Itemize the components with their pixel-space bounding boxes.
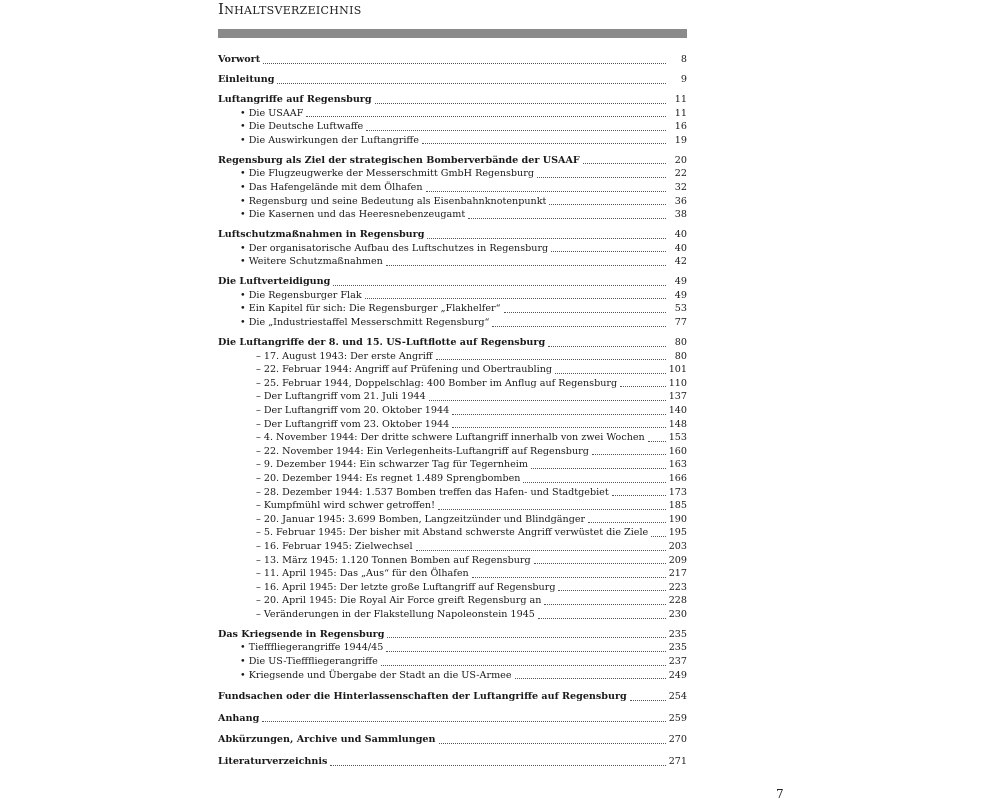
toc-entry-page: 185 bbox=[668, 500, 687, 512]
dot-leader bbox=[523, 481, 665, 483]
toc-entry-page: 9 bbox=[680, 73, 687, 85]
toc-entry-page: 80 bbox=[674, 350, 687, 362]
toc-chapter bbox=[218, 154, 687, 168]
dot-leader bbox=[648, 440, 666, 442]
toc-section bbox=[218, 655, 687, 669]
dot-leader bbox=[262, 720, 665, 722]
toc-entry-page: 49 bbox=[674, 276, 687, 288]
dot-leader bbox=[538, 617, 666, 619]
toc-entry-label: – 4. November 1944: Der dritte schwere Luftangriff innerhalb von zwei Wochen bbox=[256, 432, 645, 444]
toc-entry-page: 32 bbox=[674, 181, 687, 193]
toc-entry-page: 77 bbox=[674, 317, 687, 329]
toc-entry-label: – 20. April 1945: Die Royal Air Force greift Regensburg an bbox=[256, 595, 542, 607]
dot-leader bbox=[558, 589, 665, 591]
dot-leader bbox=[333, 284, 666, 286]
toc-entry-page: 16 bbox=[674, 121, 687, 133]
toc-entry-page: 49 bbox=[674, 289, 687, 301]
toc-entry-label: • Ein Kapitel für sich: Die Regensburger „Flakhelfer“ bbox=[240, 303, 501, 315]
toc-entry-page: 40 bbox=[674, 229, 687, 241]
page-number: 7 bbox=[776, 787, 784, 801]
toc-chapter bbox=[218, 712, 687, 726]
toc-section bbox=[218, 255, 687, 269]
toc-entry-label: – 22. November 1944: Ein Verlegenheits-Luftangriff auf Regensburg bbox=[256, 445, 589, 457]
toc-chapter bbox=[218, 336, 687, 350]
toc-section bbox=[218, 641, 687, 655]
toc-entry-page: 36 bbox=[674, 195, 687, 207]
dot-leader bbox=[427, 237, 666, 239]
dot-leader bbox=[263, 62, 666, 64]
toc-entry-label: • Die USAAF bbox=[240, 107, 304, 119]
toc-chapter bbox=[218, 275, 687, 289]
toc-entry-page: 153 bbox=[668, 432, 687, 444]
toc-entry-page: 160 bbox=[668, 445, 687, 457]
toc-entry-page: 228 bbox=[668, 595, 687, 607]
toc-entry-page: 11 bbox=[674, 93, 687, 105]
toc-section bbox=[218, 499, 687, 513]
toc-entry-label: Literaturverzeichnis bbox=[218, 756, 328, 768]
dot-leader bbox=[452, 413, 665, 415]
dot-leader bbox=[544, 603, 665, 605]
toc-entry-label: – 22. Februar 1944: Angriff auf Prüfening und Obertraubling bbox=[256, 364, 553, 376]
toc-chapter bbox=[218, 53, 687, 67]
toc-chapter bbox=[218, 733, 687, 747]
toc-entry-label: • Der organisatorische Aufbau des Luftschutzes in Regensburg bbox=[240, 242, 549, 254]
toc-entry-label: Luftschutzmaßnahmen in Regensburg bbox=[218, 229, 425, 241]
dot-leader bbox=[515, 677, 666, 679]
toc-entry-page: 166 bbox=[668, 472, 687, 484]
toc-entry-page: 195 bbox=[668, 527, 687, 539]
dot-leader bbox=[438, 508, 666, 510]
dot-leader bbox=[630, 699, 666, 701]
toc-entry-page: 42 bbox=[674, 256, 687, 268]
toc-entry-label: • Die Kasernen und das Heeresnebenzeugamt bbox=[240, 209, 466, 221]
toc-entry-page: 235 bbox=[668, 628, 687, 640]
page-title: Inhaltsverzeichnis bbox=[218, 0, 362, 18]
toc-entry-label: – 11. April 1945: Das „Aus“ für den Ölhafen bbox=[256, 568, 469, 580]
toc-section bbox=[218, 418, 687, 432]
dot-leader bbox=[548, 345, 666, 347]
dot-leader bbox=[366, 129, 666, 131]
toc-section bbox=[218, 458, 687, 472]
toc-entry-page: 140 bbox=[668, 405, 687, 416]
toc-chapter bbox=[218, 628, 687, 642]
toc-entry-page: 217 bbox=[668, 568, 687, 580]
toc-entry-label: – 9. Dezember 1944: Ein schwarzer Tag für Tegernheim bbox=[256, 459, 528, 471]
toc-entry-page: 38 bbox=[674, 209, 687, 221]
toc-section bbox=[218, 363, 687, 377]
dot-leader bbox=[555, 372, 666, 374]
toc-entry-label: • Die Flugzeugwerke der Messerschmitt GmbH Regensburg bbox=[240, 168, 534, 180]
toc-section bbox=[218, 134, 687, 148]
toc-entry-label: Die Luftangriffe der 8. und 15. US-Luftflotte auf Regensburg bbox=[218, 337, 546, 349]
dot-leader bbox=[330, 764, 665, 766]
toc-entry-page: 20 bbox=[674, 154, 687, 166]
toc-entry-page: 110 bbox=[668, 377, 687, 389]
toc-section bbox=[218, 513, 687, 527]
toc-section bbox=[218, 377, 687, 391]
toc-entry-label: • Regensburg und seine Bedeutung als Eisenbahnknotenpunkt bbox=[240, 195, 547, 207]
toc-section bbox=[218, 107, 687, 121]
dot-leader bbox=[549, 203, 666, 205]
dot-leader bbox=[277, 82, 666, 84]
dot-leader bbox=[386, 650, 665, 652]
toc-section bbox=[218, 486, 687, 500]
toc-entry-label: • Tiefffliegerangriffe 1944/45 bbox=[240, 642, 384, 654]
toc-entry-page: 148 bbox=[668, 418, 687, 430]
toc-entry-page: 254 bbox=[668, 691, 687, 703]
toc-entry-label: Abkürzungen, Archive und Sammlungen bbox=[218, 734, 436, 746]
toc-entry-label: – 16. Februar 1945: Zielwechsel bbox=[256, 540, 413, 552]
toc-entry-label: Das Kriegsende in Regensburg bbox=[218, 628, 385, 640]
toc-entry-page: 53 bbox=[674, 303, 687, 315]
dot-leader bbox=[612, 494, 666, 496]
dot-leader bbox=[583, 162, 666, 164]
dot-leader bbox=[375, 102, 666, 104]
dot-leader bbox=[426, 190, 666, 192]
dot-leader bbox=[439, 742, 666, 744]
toc-entry-page: 163 bbox=[668, 459, 687, 471]
toc-section bbox=[218, 608, 687, 622]
dot-leader bbox=[472, 576, 666, 578]
toc-entry-page: 223 bbox=[668, 581, 687, 593]
toc-entry-label: – 17. August 1943: Der erste Angriff bbox=[256, 350, 433, 362]
toc-entry-label: – 25. Februar 1944, Doppelschlag: 400 Bomber im Anflug auf Regensburg bbox=[256, 377, 618, 389]
dot-leader bbox=[365, 297, 666, 299]
dot-leader bbox=[429, 399, 666, 401]
toc-entry-page: 8 bbox=[680, 54, 687, 65]
toc-entry-label: – Der Luftangriff vom 20. Oktober 1944 bbox=[256, 405, 450, 416]
toc-entry-page: 235 bbox=[668, 642, 687, 654]
toc-entry-label: • Weitere Schutzmaßnahmen bbox=[240, 256, 383, 268]
toc-section bbox=[218, 472, 687, 486]
toc-entry-label: – Der Luftangriff vom 23. Oktober 1944 bbox=[256, 418, 450, 430]
toc-entry-label: Die Luftverteidigung bbox=[218, 276, 331, 288]
toc-entry-label: • Die US-Tiefffliegerangriffe bbox=[240, 656, 378, 668]
toc-entry-label: • Das Hafengelände mit dem Ölhafen bbox=[240, 181, 423, 193]
toc-entry-page: 237 bbox=[668, 656, 687, 668]
dot-leader bbox=[306, 115, 666, 117]
toc-entry-page: 137 bbox=[668, 391, 687, 403]
toc-entry-label: – Veränderungen in der Flakstellung Napoleonstein 1945 bbox=[256, 608, 535, 620]
toc-entry-page: 22 bbox=[674, 168, 687, 180]
toc-chapter bbox=[218, 73, 687, 87]
dot-leader bbox=[592, 453, 666, 455]
toc-entry-label: – Kumpfmühl wird schwer getroffen! bbox=[256, 500, 435, 512]
toc-section bbox=[218, 404, 687, 418]
toc-section bbox=[218, 316, 687, 330]
dot-leader bbox=[452, 426, 665, 428]
toc-entry-page: 173 bbox=[668, 486, 687, 498]
dot-leader bbox=[588, 521, 666, 523]
table-of-contents bbox=[218, 53, 687, 769]
toc-section bbox=[218, 567, 687, 581]
toc-entry-page: 209 bbox=[668, 554, 687, 566]
toc-entry-label: Einleitung bbox=[218, 73, 275, 85]
dot-leader bbox=[386, 264, 666, 266]
toc-section bbox=[218, 350, 687, 364]
toc-entry-page: 249 bbox=[668, 669, 687, 681]
toc-section bbox=[218, 289, 687, 303]
toc-section bbox=[218, 540, 687, 554]
dot-leader bbox=[537, 176, 666, 178]
toc-section bbox=[218, 669, 687, 683]
toc-entry-label: – 16. April 1945: Der letzte große Luftangriff auf Regensburg bbox=[256, 581, 556, 593]
title-rule bbox=[218, 29, 687, 38]
toc-entry-label: Vorwort bbox=[218, 54, 261, 65]
toc-section bbox=[218, 181, 687, 195]
dot-leader bbox=[422, 142, 666, 144]
toc-entry-page: 11 bbox=[674, 107, 687, 119]
toc-entry-label: – 13. März 1945: 1.120 Tonnen Bomben auf Regensburg bbox=[256, 554, 531, 566]
toc-section bbox=[218, 526, 687, 540]
dot-leader bbox=[504, 311, 667, 313]
toc-entry-page: 19 bbox=[674, 134, 687, 146]
toc-section bbox=[218, 120, 687, 134]
toc-entry-page: 259 bbox=[668, 712, 687, 724]
toc-entry-label: Luftangriffe auf Regensburg bbox=[218, 93, 372, 105]
toc-section bbox=[218, 242, 687, 256]
toc-section bbox=[218, 431, 687, 445]
dot-leader bbox=[381, 664, 666, 666]
toc-section bbox=[218, 594, 687, 608]
toc-section bbox=[218, 167, 687, 181]
dot-leader bbox=[468, 217, 666, 219]
toc-entry-label: Regensburg als Ziel der strategischen Bomberverbände der USAAF bbox=[218, 154, 580, 166]
toc-section bbox=[218, 554, 687, 568]
toc-entry-page: 40 bbox=[674, 242, 687, 254]
dot-leader bbox=[416, 549, 666, 551]
toc-section bbox=[218, 581, 687, 595]
toc-section bbox=[218, 195, 687, 209]
toc-entry-label: – 5. Februar 1945: Der bisher mit Abstand schwerste Angriff verwüstet die Ziele bbox=[256, 527, 649, 539]
toc-entry-label: Anhang bbox=[218, 712, 260, 724]
toc-section bbox=[218, 445, 687, 459]
toc-entry-page: 270 bbox=[668, 734, 687, 746]
toc-entry-page: 203 bbox=[668, 540, 687, 552]
toc-entry-label: • Die Auswirkungen der Luftangriffe bbox=[240, 134, 419, 146]
dot-leader bbox=[551, 250, 666, 252]
dot-leader bbox=[651, 535, 665, 537]
toc-entry-page: 80 bbox=[674, 337, 687, 349]
dot-leader bbox=[387, 636, 665, 638]
dot-leader bbox=[620, 385, 666, 387]
toc-entry-label: – 20. Dezember 1944: Es regnet 1.489 Sprengbomben bbox=[256, 472, 521, 484]
dot-leader bbox=[436, 358, 666, 360]
toc-entry-page: 230 bbox=[668, 608, 687, 620]
dot-leader bbox=[492, 325, 666, 327]
dot-leader bbox=[531, 467, 666, 469]
toc-entry-label: Fundsachen oder die Hinterlassenschaften der Luftangriffe auf Regensburg bbox=[218, 691, 627, 703]
toc-chapter bbox=[218, 93, 687, 107]
toc-section bbox=[218, 390, 687, 404]
toc-chapter bbox=[218, 755, 687, 769]
toc-entry-page: 190 bbox=[668, 513, 687, 525]
toc-entry-label: – Der Luftangriff vom 21. Juli 1944 bbox=[256, 391, 426, 403]
toc-chapter bbox=[218, 228, 687, 242]
toc-entry-label: – 28. Dezember 1944: 1.537 Bomben treffen das Hafen- und Stadtgebiet bbox=[256, 486, 609, 498]
toc-section bbox=[218, 302, 687, 316]
toc-entry-label: – 20. Januar 1945: 3.699 Bomben, Langzeitzünder und Blindgänger bbox=[256, 513, 586, 525]
toc-entry-label: • Die „Industriestaffel Messerschmitt Regensburg“ bbox=[240, 317, 490, 329]
toc-section bbox=[218, 208, 687, 222]
toc-entry-label: • Die Regensburger Flak bbox=[240, 289, 362, 301]
toc-entry-page: 271 bbox=[668, 756, 687, 768]
toc-entry-page: 101 bbox=[668, 364, 687, 376]
toc-chapter bbox=[218, 690, 687, 704]
toc-entry-label: • Die Deutsche Luftwaffe bbox=[240, 121, 364, 133]
dot-leader bbox=[534, 562, 666, 564]
toc-entry-label: • Kriegsende und Übergabe der Stadt an die US-Armee bbox=[240, 669, 512, 681]
